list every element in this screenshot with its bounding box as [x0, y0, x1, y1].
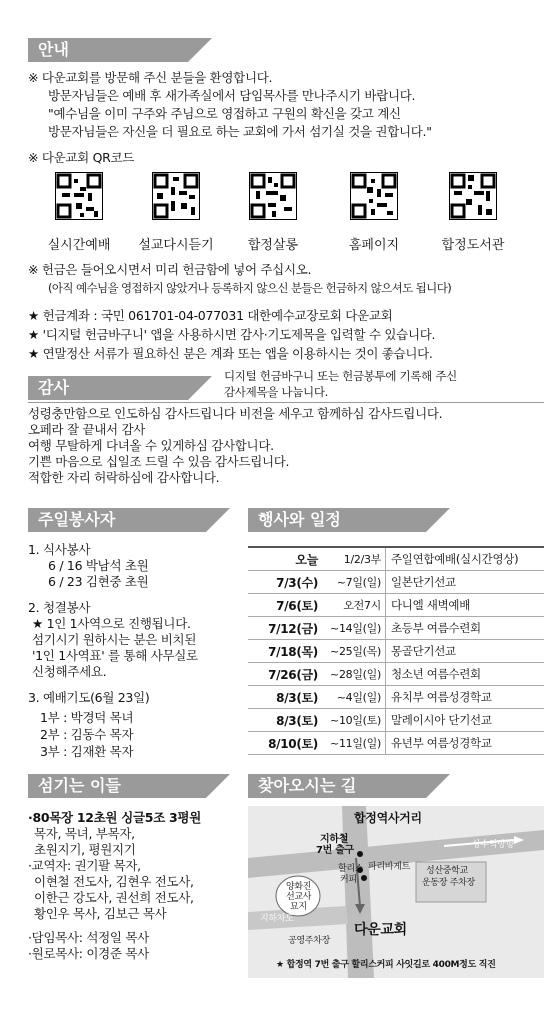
- schedule-row: [248, 686, 544, 709]
- thanks-note: 감사제목을 나눕니다.: [224, 385, 328, 399]
- schedule-time: ~14일(일): [322, 617, 386, 639]
- schedule-time: ~10일(토): [322, 709, 386, 731]
- schedule-row: [248, 640, 544, 663]
- schedule-date: 8/3(토): [276, 690, 318, 705]
- offering-line: (아직 예수님을 영접하지 않았거나 등록하지 않으신 분들은 헌금하지 않으셔도 됩니다): [48, 281, 452, 295]
- section-header-servants: [28, 774, 206, 798]
- schedule-date: 7/26(금): [268, 667, 318, 682]
- schedule-row: [248, 663, 544, 686]
- map-hollys-label: 할리스: [338, 864, 364, 874]
- schedule-event: 유년부 여름성경학교: [391, 736, 492, 750]
- map-school-label: 성산중학교: [426, 866, 468, 876]
- volunteer-line: 3. 예배기도(6월 23일): [28, 690, 150, 705]
- schedule-date: 오늘: [295, 552, 318, 567]
- qr-label: 합정도서관: [441, 238, 505, 253]
- thanks-note: 디지털 헌금바구니 또는 헌금봉투에 기록해 주신: [224, 369, 457, 383]
- schedule-time: 오전7시: [322, 594, 386, 616]
- qr-code-sermon[interactable]: [152, 172, 200, 220]
- map-cemetery-label: 묘지: [290, 902, 307, 912]
- volunteer-line: 2. 청결봉사: [28, 600, 91, 615]
- offering-line: ※ 헌금은 들어오시면서 미리 헌금함에 넣어 주십시오.: [28, 262, 312, 277]
- thanks-line: 여행 무탈하게 다녀올 수 있게하심 감사합니다.: [28, 438, 274, 453]
- tax-line: ★ 연말정산 서류가 필요하신 분은 계좌 또는 앱을 이용하시는 것이 좋습니다.: [28, 346, 433, 361]
- schedule-event: 일본단기선교: [391, 575, 456, 589]
- notice-title: 안내: [38, 40, 69, 59]
- qr-code-salon[interactable]: [249, 172, 297, 220]
- schedule-date: 7/18(목): [268, 644, 318, 659]
- volunteer-line: 2부 : 김동수 목자: [40, 727, 134, 742]
- directions-title: 찾아오시는 길: [258, 776, 357, 795]
- schedule-event: 다니엘 새벽예배: [391, 598, 471, 612]
- schedule-row: [248, 709, 544, 732]
- schedule-time: ~4일(일): [322, 686, 386, 708]
- qr-label: 홈페이지: [348, 238, 400, 253]
- schedule-event: 몽골단기선교: [391, 644, 456, 658]
- servants-title: 섬기는 이들: [38, 776, 121, 795]
- map-underpass-label: 지하차도: [260, 914, 294, 924]
- divider: [28, 402, 544, 403]
- section-header-notice: [28, 38, 188, 62]
- section-header-thanks: [28, 376, 188, 400]
- map-yanghwajin-label: 양화진: [286, 882, 312, 892]
- map-subway-label: 지하철: [320, 834, 349, 845]
- qr-label: 실시간예배: [47, 238, 111, 253]
- schedule-event: 초등부 여름수련회: [391, 621, 481, 635]
- map-coffee-label: 커피: [340, 875, 357, 885]
- notice-line: ※ 다운교회 QR코드: [28, 150, 135, 165]
- schedule-row: [248, 571, 544, 594]
- volunteer-line: 6 / 23 김현중 초원: [48, 574, 149, 589]
- map-paris-label: 파리바게트: [368, 862, 410, 872]
- section-header-volunteers: [28, 508, 206, 532]
- schedule-title: 행사와 일정: [258, 510, 341, 529]
- schedule-time: ~25일(목): [322, 640, 386, 662]
- schedule-date: 7/3(수): [276, 575, 318, 590]
- map-sangsu-label: 상수역방향: [472, 840, 514, 850]
- section-header-schedule: [248, 508, 426, 532]
- map-parking-lot-label: 운동장 주차장: [422, 878, 475, 888]
- directions-map: [248, 806, 544, 978]
- map-church-label: 다운교회: [354, 922, 407, 938]
- servant-line: 이현철 전도사, 김현우 전도사,: [34, 874, 194, 889]
- schedule-time: ~7일(일): [322, 571, 386, 593]
- account-line: ★ 헌금계좌 : 국민 061701-04-077031 대한예수교장로회 다운교회: [28, 308, 393, 323]
- map-mission-label: 선교사: [286, 892, 312, 902]
- volunteer-line: 신청해주세요.: [32, 664, 107, 679]
- schedule-date: 7/12(금): [268, 621, 318, 636]
- qr-code-homepage[interactable]: [350, 172, 398, 220]
- schedule-date: 8/3(토): [276, 713, 318, 728]
- schedule-time: 1/2/3부: [322, 548, 386, 570]
- qr-code-live[interactable]: [55, 172, 103, 220]
- servant-line: ·교역자: 권기팔 목자,: [28, 858, 141, 873]
- schedule-event: 유치부 여름성경학교: [391, 690, 492, 704]
- schedule-event: 말레이시아 단기선교: [391, 713, 492, 727]
- schedule-row: [248, 732, 544, 755]
- thanks-line: 성령충만함으로 인도하심 감사드립니다 비전을 세우고 함께하심 감사드립니다.: [28, 406, 443, 421]
- notice-line: 방문자님들은 자신을 더 필요로 하는 교회에 가서 섬기실 것을 권합니다.": [48, 124, 432, 139]
- schedule-table: [248, 546, 544, 755]
- volunteer-line: 6 / 16 박남석 초원: [48, 558, 149, 573]
- map-public-parking-label: 공영주차장: [288, 936, 330, 946]
- map-crossroad-label: 합정역사거리: [354, 811, 422, 825]
- thanks-line: 오페라 잘 끝내서 감사: [28, 422, 145, 437]
- section-header-directions: [248, 774, 426, 798]
- servant-line: 초원지기, 평원지기: [34, 842, 136, 857]
- servant-line: 목자, 목녀, 부목자,: [34, 826, 135, 841]
- volunteers-title: 주일봉사자: [38, 510, 116, 529]
- servant-line: ·80목장 12초원 싱글5조 3평원: [28, 810, 201, 825]
- schedule-event: 주일연합예배(실시간영상): [391, 552, 519, 566]
- map-exit-label: 7번 출구: [316, 845, 354, 856]
- volunteer-line: 섬기시기 원하시는 분은 비치된: [32, 632, 197, 647]
- app-line: ★ '디지털 헌금바구니' 앱을 사용하시면 감사·기도제목을 입력할 수 있습니다.: [28, 327, 436, 342]
- schedule-date: 7/6(토): [276, 598, 318, 613]
- thanks-line: 적합한 자리 허락하심에 감사합니다.: [28, 470, 220, 485]
- thanks-line: 기쁜 마음으로 십일조 드릴 수 있음 감사드립니다.: [28, 454, 290, 469]
- servant-line: 이한근 강도사, 권선희 전도사,: [34, 890, 194, 905]
- schedule-time: ~11일(일): [322, 732, 386, 754]
- map-caption: ★ 합정역 7번 출구 할리스커피 사잇길로 400M정도 직진: [276, 960, 496, 970]
- notice-line: ※ 다운교회를 방문해 주신 분들을 환영합니다.: [28, 70, 273, 85]
- qr-label: 합정살롱: [247, 238, 299, 253]
- servant-line: ·담임목사: 석정일 목사: [28, 930, 149, 945]
- volunteer-line: '1인 1사역표' 를 통해 사무실로: [32, 648, 198, 663]
- schedule-row: [248, 548, 544, 571]
- schedule-event: 청소년 여름수련회: [391, 667, 481, 681]
- servant-line: 황인우 목사, 김보근 목사: [34, 906, 167, 921]
- notice-line: "예수님을 이미 구주와 주님으로 영접하고 구원의 확신을 갖고 계신: [48, 106, 401, 121]
- schedule-row: [248, 617, 544, 640]
- notice-line: 방문자님들은 예배 후 새가족실에서 담임목사를 만나주시기 바랍니다.: [48, 88, 416, 103]
- schedule-date: 8/10(토): [268, 736, 318, 751]
- servant-line: ·원로목사: 이경준 목사: [28, 946, 149, 961]
- qr-code-library[interactable]: [449, 172, 497, 220]
- volunteer-line: ★ 1인 1사역으로 진행됩니다.: [32, 616, 191, 631]
- schedule-row: [248, 594, 544, 617]
- volunteer-line: 3부 : 김재환 목자: [40, 744, 134, 759]
- volunteer-line: 1부 : 박경덕 목녀: [40, 710, 134, 725]
- schedule-time: ~28일(일): [322, 663, 386, 685]
- thanks-title: 감사: [38, 378, 69, 397]
- qr-label: 설교다시듣기: [138, 238, 214, 253]
- volunteer-line: 1. 식사봉사: [28, 542, 91, 557]
